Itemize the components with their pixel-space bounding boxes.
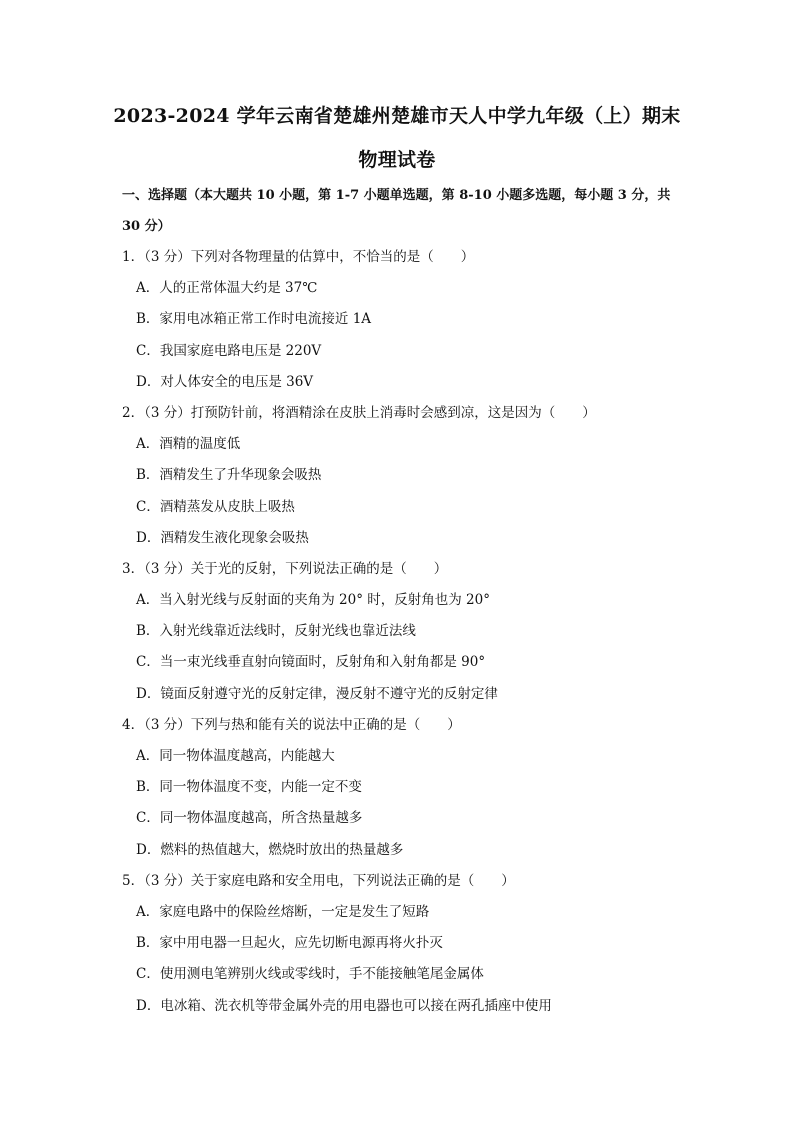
option-text: 使用测电笔辨别火线或零线时，手不能接触笔尾金属体 xyxy=(159,966,484,983)
document-subtitle: 物理试卷 xyxy=(358,149,436,171)
option-letter: B． xyxy=(136,623,160,640)
question-number: 4． xyxy=(122,716,145,733)
question-stem xyxy=(122,242,682,273)
option-d xyxy=(122,991,682,1022)
question-stem xyxy=(122,398,682,429)
option-a xyxy=(122,741,682,772)
option-a xyxy=(122,897,682,928)
option-letter: D． xyxy=(136,373,161,390)
option-letter: A． xyxy=(136,748,160,764)
option-text: 同一物体温度越高，所含热量越多 xyxy=(159,810,363,827)
question-1 xyxy=(122,242,682,398)
option-letter: D． xyxy=(136,529,161,546)
question-4 xyxy=(122,710,682,866)
question-score: （3 分） xyxy=(144,404,191,421)
option-d xyxy=(122,835,682,866)
section-heading-line-2: 30 分） xyxy=(122,219,171,234)
option-a xyxy=(122,429,682,460)
option-b xyxy=(122,772,682,803)
option-text: 镜面反射遵守光的反射定律，漫反射不遵守光的反射定律 xyxy=(160,685,498,702)
option-letter: C． xyxy=(136,654,160,671)
option-letter: D． xyxy=(136,685,161,702)
option-letter: A． xyxy=(136,436,160,453)
option-a xyxy=(122,585,682,616)
question-number: 5． xyxy=(122,872,145,889)
option-letter: B． xyxy=(136,779,160,796)
option-text: 家用电冰箱正常工作时电流接近 1A xyxy=(159,311,372,328)
option-text: 同一物体温度越高，内能越大 xyxy=(159,748,335,764)
question-score: （3 分） xyxy=(144,716,191,733)
option-letter: B． xyxy=(136,311,160,328)
option-text: 人的正常体温大约是 37℃ xyxy=(159,280,318,297)
option-text: 入射光线靠近法线时，反射光线也靠近法线 xyxy=(159,623,416,640)
question-text: 下列对各物理量的估算中，不恰当的是（ ） xyxy=(190,249,475,265)
option-text: 当入射光线与反射面的夹角为 20° 时，反射角也为 20° xyxy=(159,592,490,609)
option-text: 酒精发生液化现象会吸热 xyxy=(160,529,309,546)
option-b xyxy=(122,928,682,959)
option-letter: A． xyxy=(136,280,160,297)
option-letter: C． xyxy=(136,966,160,983)
question-list xyxy=(122,242,682,1022)
option-c xyxy=(122,959,682,990)
option-text: 酒精的温度低 xyxy=(159,436,241,453)
option-c xyxy=(122,647,682,678)
option-text: 酒精蒸发从皮肤上吸热 xyxy=(159,498,295,515)
question-3 xyxy=(122,554,682,710)
option-text: 当一束光线垂直射向镜面时，反射角和入射角都是 90° xyxy=(159,654,486,671)
option-letter: D． xyxy=(136,841,161,858)
option-text: 对人体安全的电压是 36V xyxy=(160,373,314,390)
question-number: 2． xyxy=(122,404,145,421)
question-score: （3 分） xyxy=(144,872,191,889)
option-text: 家庭电路中的保险丝熔断，一定是发生了短路 xyxy=(159,903,430,920)
option-letter: C． xyxy=(136,810,160,827)
document-title: 2023-2024 学年云南省楚雄州楚雄市天人中学九年级（上）期末 xyxy=(113,105,681,127)
option-text: 同一物体温度不变，内能一定不变 xyxy=(159,779,362,796)
question-2 xyxy=(122,398,682,554)
option-b xyxy=(122,304,682,335)
question-stem xyxy=(122,710,682,741)
question-5 xyxy=(122,866,682,1022)
question-text: 打预防针前，将酒精涂在皮肤上消毒时会感到凉，这是因为（ ） xyxy=(190,404,596,421)
option-c xyxy=(122,492,682,523)
question-text: 下列与热和能有关的说法中正确的是（ ） xyxy=(190,716,461,733)
option-text: 家中用电器一旦起火，应先切断电源再将火扑灭 xyxy=(159,935,443,952)
option-d xyxy=(122,679,682,710)
question-stem xyxy=(122,866,682,897)
option-text: 酒精发生了升华现象会吸热 xyxy=(159,467,322,484)
option-letter: B． xyxy=(136,467,160,484)
option-b xyxy=(122,460,682,491)
option-c xyxy=(122,336,682,367)
option-b xyxy=(122,616,682,647)
question-score: （3 分） xyxy=(144,249,191,265)
section-heading xyxy=(122,180,682,242)
question-stem xyxy=(122,554,682,585)
option-letter: D． xyxy=(136,997,161,1014)
question-score: （3 分） xyxy=(144,560,191,577)
option-letter: A． xyxy=(136,903,160,920)
option-text: 我国家庭电路电压是 220V xyxy=(159,342,322,359)
option-text: 燃料的热值越大，燃烧时放出的热量越多 xyxy=(160,841,404,858)
question-text: 关于家庭电路和安全用电，下列说法正确的是（ ） xyxy=(190,872,515,889)
option-c xyxy=(122,803,682,834)
question-number: 1． xyxy=(122,249,145,265)
option-d xyxy=(122,523,682,554)
question-text: 关于光的反射，下列说法正确的是（ ） xyxy=(190,560,448,577)
option-text: 电冰箱、洗衣机等带金属外壳的用电器也可以接在两孔插座中使用 xyxy=(160,997,552,1014)
option-d xyxy=(122,367,682,398)
question-number: 3． xyxy=(122,560,145,577)
option-a xyxy=(122,273,682,304)
option-letter: C． xyxy=(136,342,160,359)
section-heading-line-1: 一、选择题（本大题共 10 小题，第 1-7 小题单选题，第 8-10 小题多选题，每小题 3 分，共 xyxy=(122,188,671,203)
option-letter: B． xyxy=(136,935,160,952)
option-letter: C． xyxy=(136,498,160,515)
option-letter: A． xyxy=(136,592,160,609)
